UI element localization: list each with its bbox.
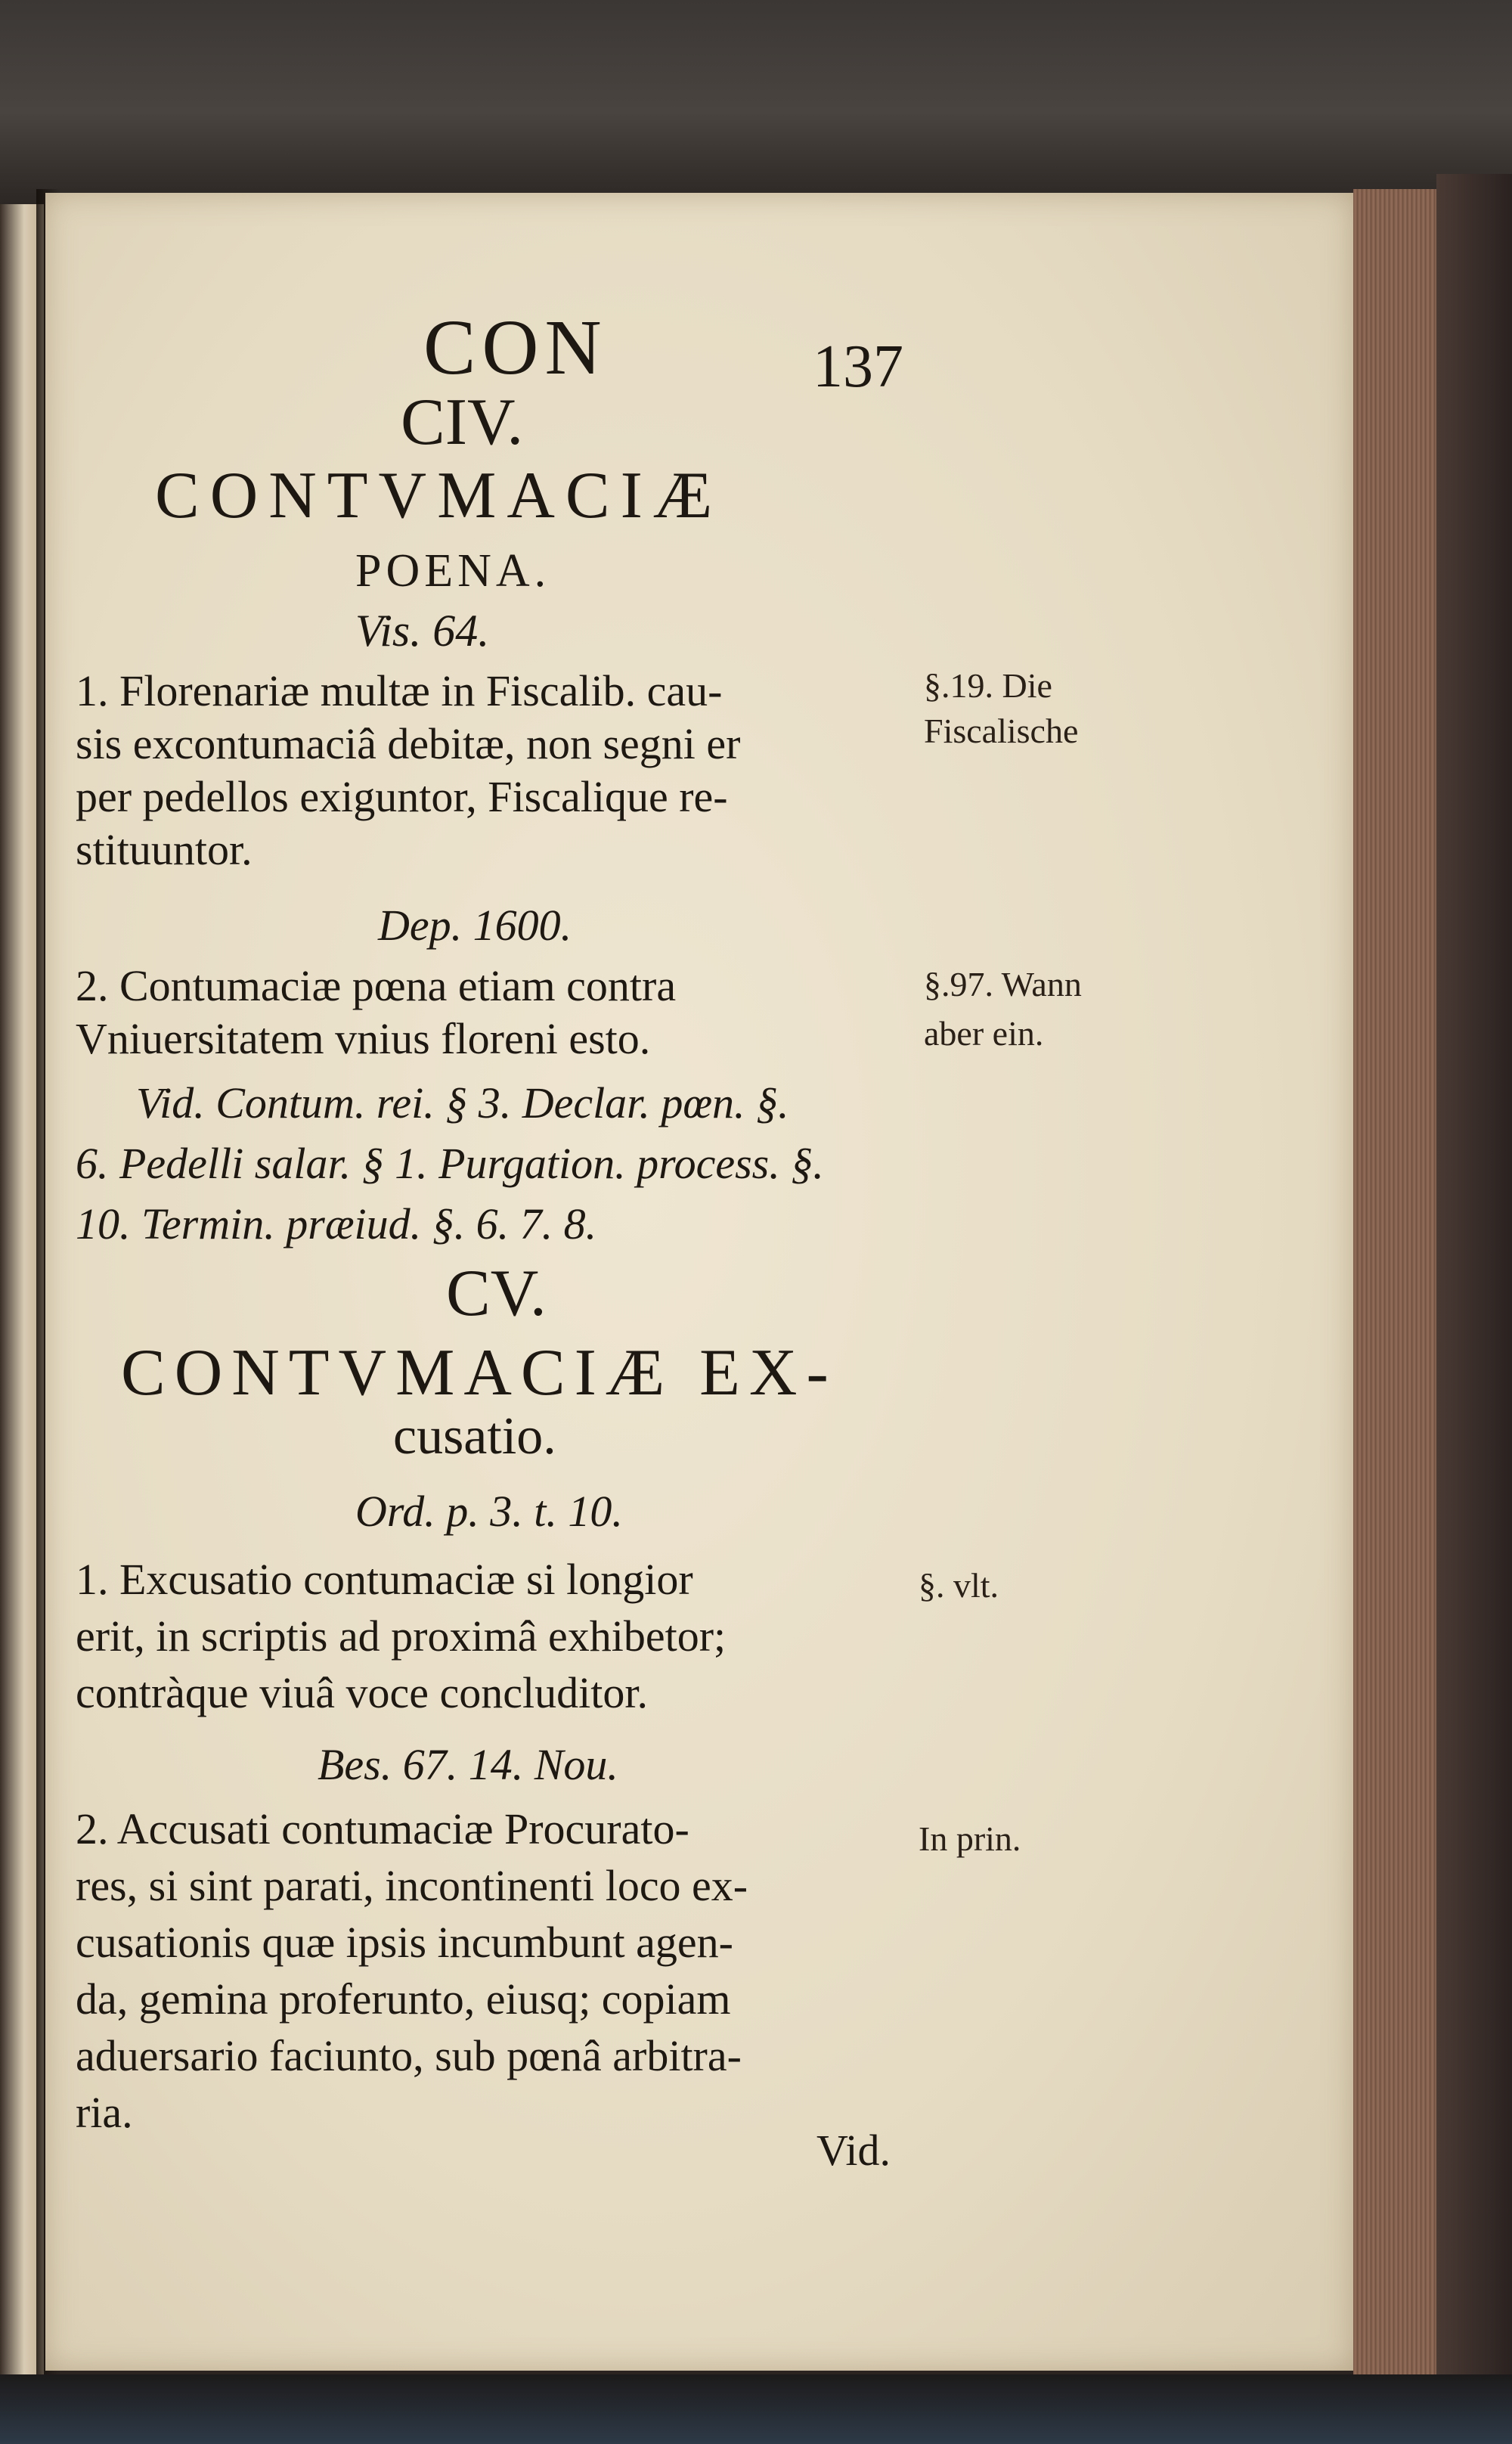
paragraph-line: aduersario faciunto, sub pœnâ arbitra-: [76, 2031, 742, 2080]
paragraph-line: 1. Excusatio contumaciæ si longior: [76, 1555, 693, 1604]
marginal-note: §.97. Wann: [924, 965, 1082, 1003]
paragraph-line: 2. Accusati contumaciæ Procurato-: [76, 1804, 689, 1853]
paragraph-line: da, gemina proferunto, eiusq; copiam: [76, 1974, 731, 2024]
paragraph-line: res, si sint parati, incontinenti loco ex-: [76, 1861, 748, 1910]
running-head: CON: [423, 304, 608, 391]
marginal-note: In prin.: [919, 1819, 1021, 1858]
section-title: CONTVMACIÆ EX-: [121, 1336, 838, 1410]
cross-reference-line: 6. Pedelli salar. § 1. Purgation. process. §.: [76, 1139, 824, 1188]
paragraph-line: erit, in scriptis ad proximâ exhibetor;: [76, 1611, 727, 1661]
paragraph-line: 1. Florenariæ multæ in Fiscalib. cau-: [76, 666, 723, 715]
marginal-note: aber ein.: [924, 1014, 1044, 1053]
marginal-note: Fiscalische: [924, 712, 1079, 750]
photo-background-bottom: [0, 2374, 1512, 2444]
marginal-note: §. vlt.: [919, 1566, 999, 1605]
cross-reference-line: 10. Termin. præiud. §. 6. 7. 8.: [76, 1199, 597, 1248]
page-number: 137: [813, 333, 903, 400]
paragraph-line: Vniuersitatem vnius floreni esto.: [76, 1014, 651, 1063]
paragraph-line: per pedellos exiguntor, Fiscalique re-: [76, 772, 728, 821]
section-number: CIV.: [401, 386, 524, 459]
paragraph-line: cusationis quæ ipsis incumbunt agen-: [76, 1918, 733, 1967]
section-number: CV.: [446, 1257, 547, 1330]
section-title: CONTVMACIÆ: [155, 459, 723, 532]
paragraph-line: stituuntor.: [76, 825, 253, 874]
paragraph-line: ria.: [76, 2088, 133, 2137]
section-reference: Vis. 64.: [355, 606, 490, 656]
book-cover-edge: [1436, 174, 1512, 2442]
sub-reference: Bes. 67. 14. Nou.: [318, 1740, 618, 1789]
section-reference: Ord. p. 3. t. 10.: [355, 1487, 623, 1536]
paragraph-line: 2. Contumaciæ pœna etiam contra: [76, 961, 677, 1010]
paragraph-line: sis excontumaciâ debitæ, non segni er: [76, 719, 741, 768]
catchword: Vid.: [816, 2126, 891, 2175]
sub-reference: Dep. 1600.: [378, 901, 572, 950]
photo-background-top: [0, 0, 1512, 204]
section-title-continuation: POENA.: [355, 545, 551, 597]
marginal-note: §.19. Die: [924, 666, 1052, 705]
cross-reference-line: Vid. Contum. rei. § 3. Declar. pœn. §.: [136, 1078, 789, 1127]
section-title-continuation: cusatio.: [393, 1407, 556, 1465]
paragraph-line: contràque viuâ voce concluditor.: [76, 1668, 648, 1717]
